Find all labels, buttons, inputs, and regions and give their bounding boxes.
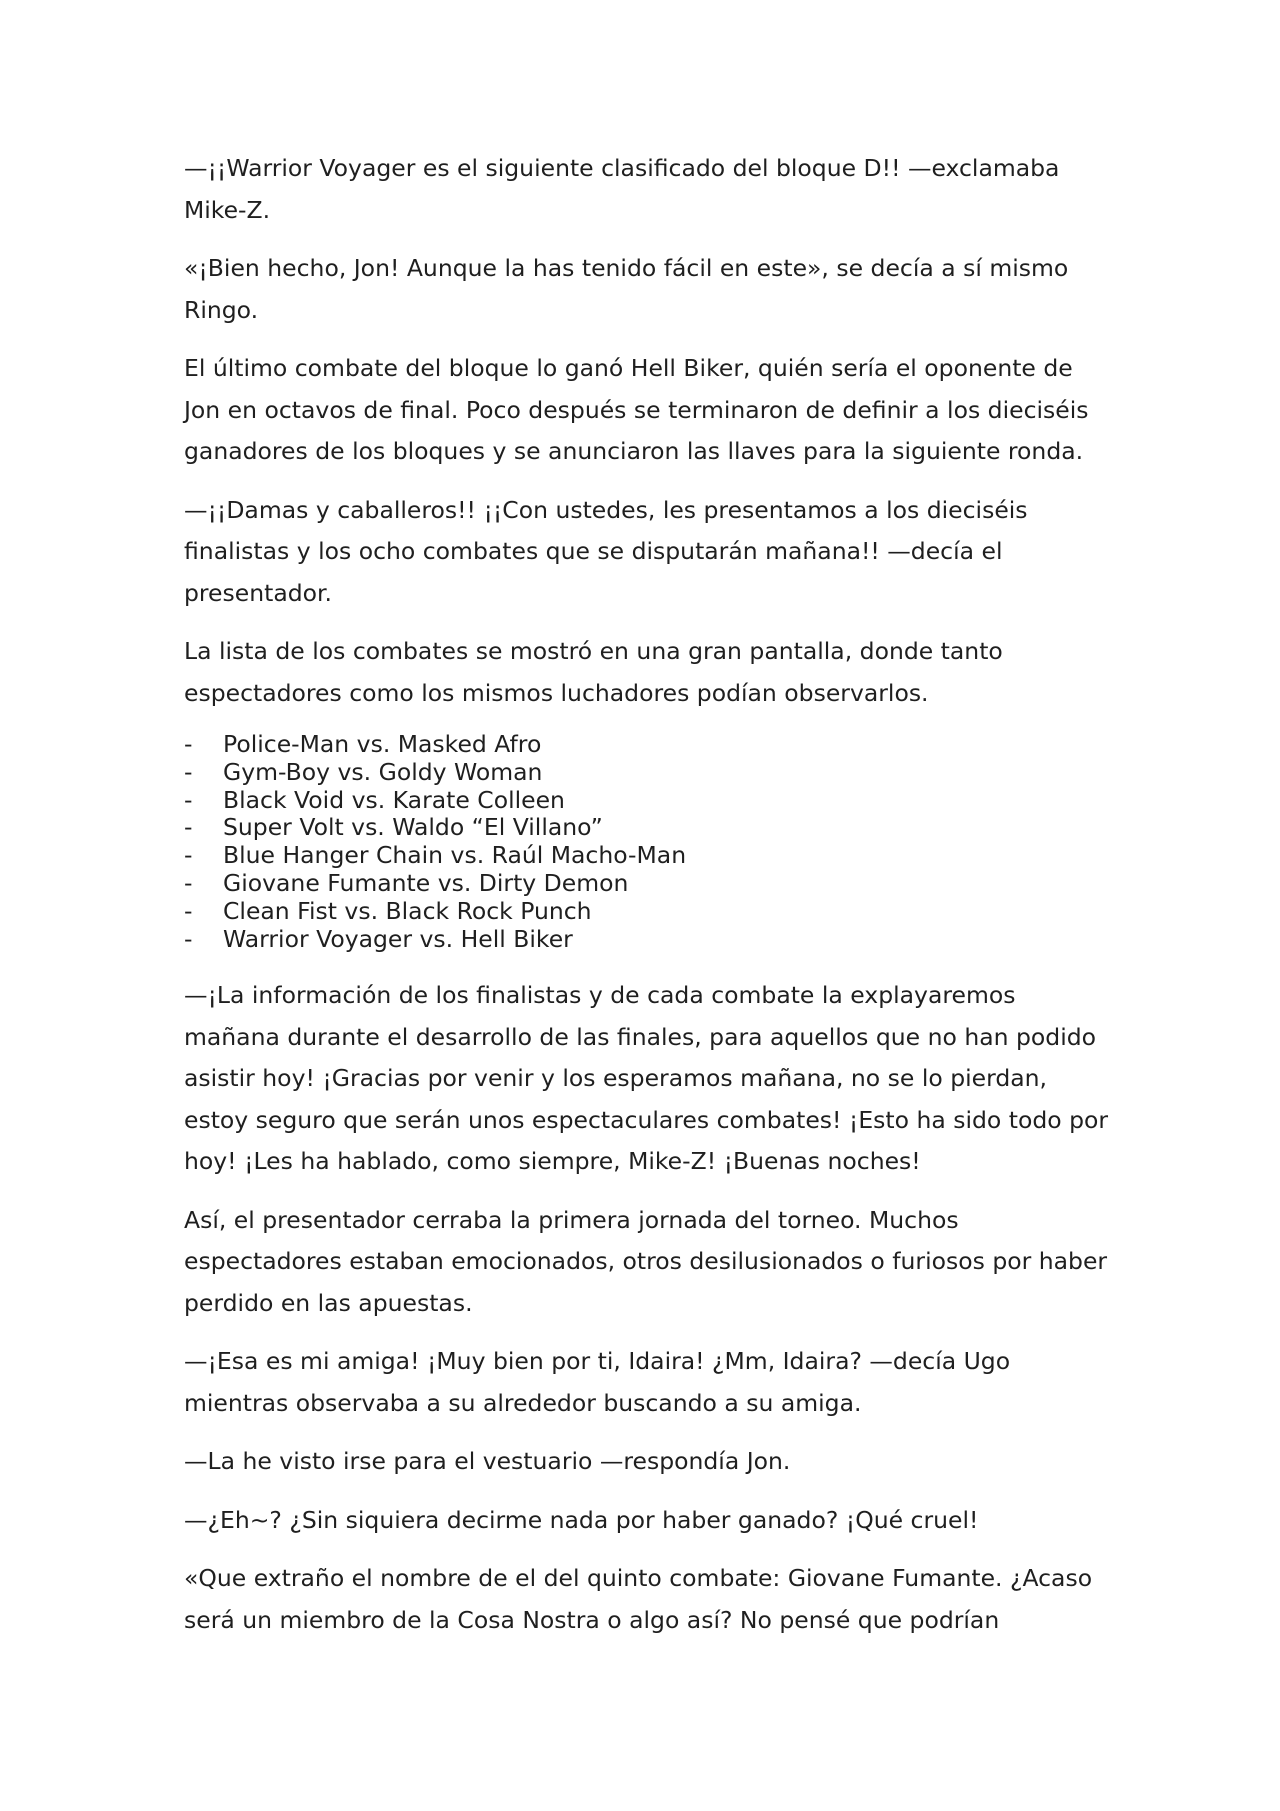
list-bullet: - [184, 841, 193, 870]
match-item [184, 731, 1114, 759]
paragraph: —¡La información de los finalistas y de cada combate la explayaremos mañana durante el desarrollo de las finales, para aquellos que no han podido asistir hoy! ¡Gracias por venir y los esperamos mañana, no se lo pierdan, estoy seguro que serán unos espectaculares combates! ¡Esto ha sido todo por hoy! ¡Les ha hablado, como siempre, Mike-Z! ¡Buenas noches! [184, 981, 1109, 1176]
match-text: Super Volt vs. Waldo “El Villano” [223, 813, 603, 842]
match-text: Blue Hanger Chain vs. Raúl Macho-Man [223, 841, 687, 870]
paragraph: —¿Eh~? ¿Sin siquiera decirme nada por haber ganado? ¡Qué cruel! [184, 1505, 979, 1534]
list-bullet: - [184, 868, 193, 897]
match-text: Warrior Voyager vs. Hell Biker [223, 924, 573, 953]
paragraph: «Que extraño el nombre de el del quinto combate: Giovane Fumante. ¿Acaso será un miembro de la Cosa Nostra o algo así? No pensé que podrían [184, 1564, 1093, 1634]
paragraph: «¡Bien hecho, Jon! Aunque la has tenido fácil en este», se decía a sí mismo Ringo. [184, 254, 1069, 324]
list-bullet: - [184, 813, 193, 842]
match-item [184, 898, 1114, 926]
list-bullet: - [184, 785, 193, 814]
match-text: Black Void vs. Karate Colleen [223, 785, 565, 814]
list-bullet: - [184, 896, 193, 925]
list-bullet: - [184, 924, 193, 953]
list-bullet: - [184, 757, 193, 786]
paragraph: —¡¡Damas y caballeros!! ¡¡Con ustedes, les presentamos a los dieciséis finalistas y los ocho combates que se disputarán mañana!! —decía el presentador. [184, 495, 1028, 607]
match-item [184, 787, 1114, 815]
match-text: Police-Man vs. Masked Afro [223, 730, 542, 758]
match-text: Clean Fist vs. Black Rock Punch [223, 896, 592, 925]
match-item [184, 926, 1114, 954]
paragraph: La lista de los combates se mostró en una gran pantalla, donde tanto espectadores como los mismos luchadores podían observarlos. [184, 637, 1003, 707]
match-item [184, 759, 1114, 787]
match-item [184, 842, 1114, 870]
paragraph: Así, el presentador cerraba la primera jornada del torneo. Muchos espectadores estaban emocionados, otros desilusionados o furiosos por haber perdido en las apuestas. [184, 1205, 1108, 1317]
match-item [184, 870, 1114, 898]
list-bullet: - [184, 730, 193, 758]
document-page [184, 148, 1114, 1658]
paragraph: —¡¡Warrior Voyager es el siguiente clasificado del bloque D!! —exclamaba Mike-Z. [184, 154, 1060, 224]
match-text: Giovane Fumante vs. Dirty Demon [223, 868, 629, 897]
match-item [184, 814, 1114, 842]
match-list [184, 731, 1114, 953]
match-text: Gym-Boy vs. Goldy Woman [223, 757, 543, 786]
paragraph: —¡Esa es mi amiga! ¡Muy bien por ti, Idaira! ¿Mm, Idaira? —decía Ugo mientras observaba a su alrededor buscando a su amiga. [184, 1347, 1011, 1417]
paragraph: —La he visto irse para el vestuario —respondía Jon. [184, 1447, 791, 1476]
paragraph: El último combate del bloque lo ganó Hell Biker, quién sería el oponente de Jon en octavos de final. Poco después se terminaron de definir a los dieciséis ganadores de los bloques y se anunciaron las llaves para la siguiente ronda. [184, 354, 1089, 465]
